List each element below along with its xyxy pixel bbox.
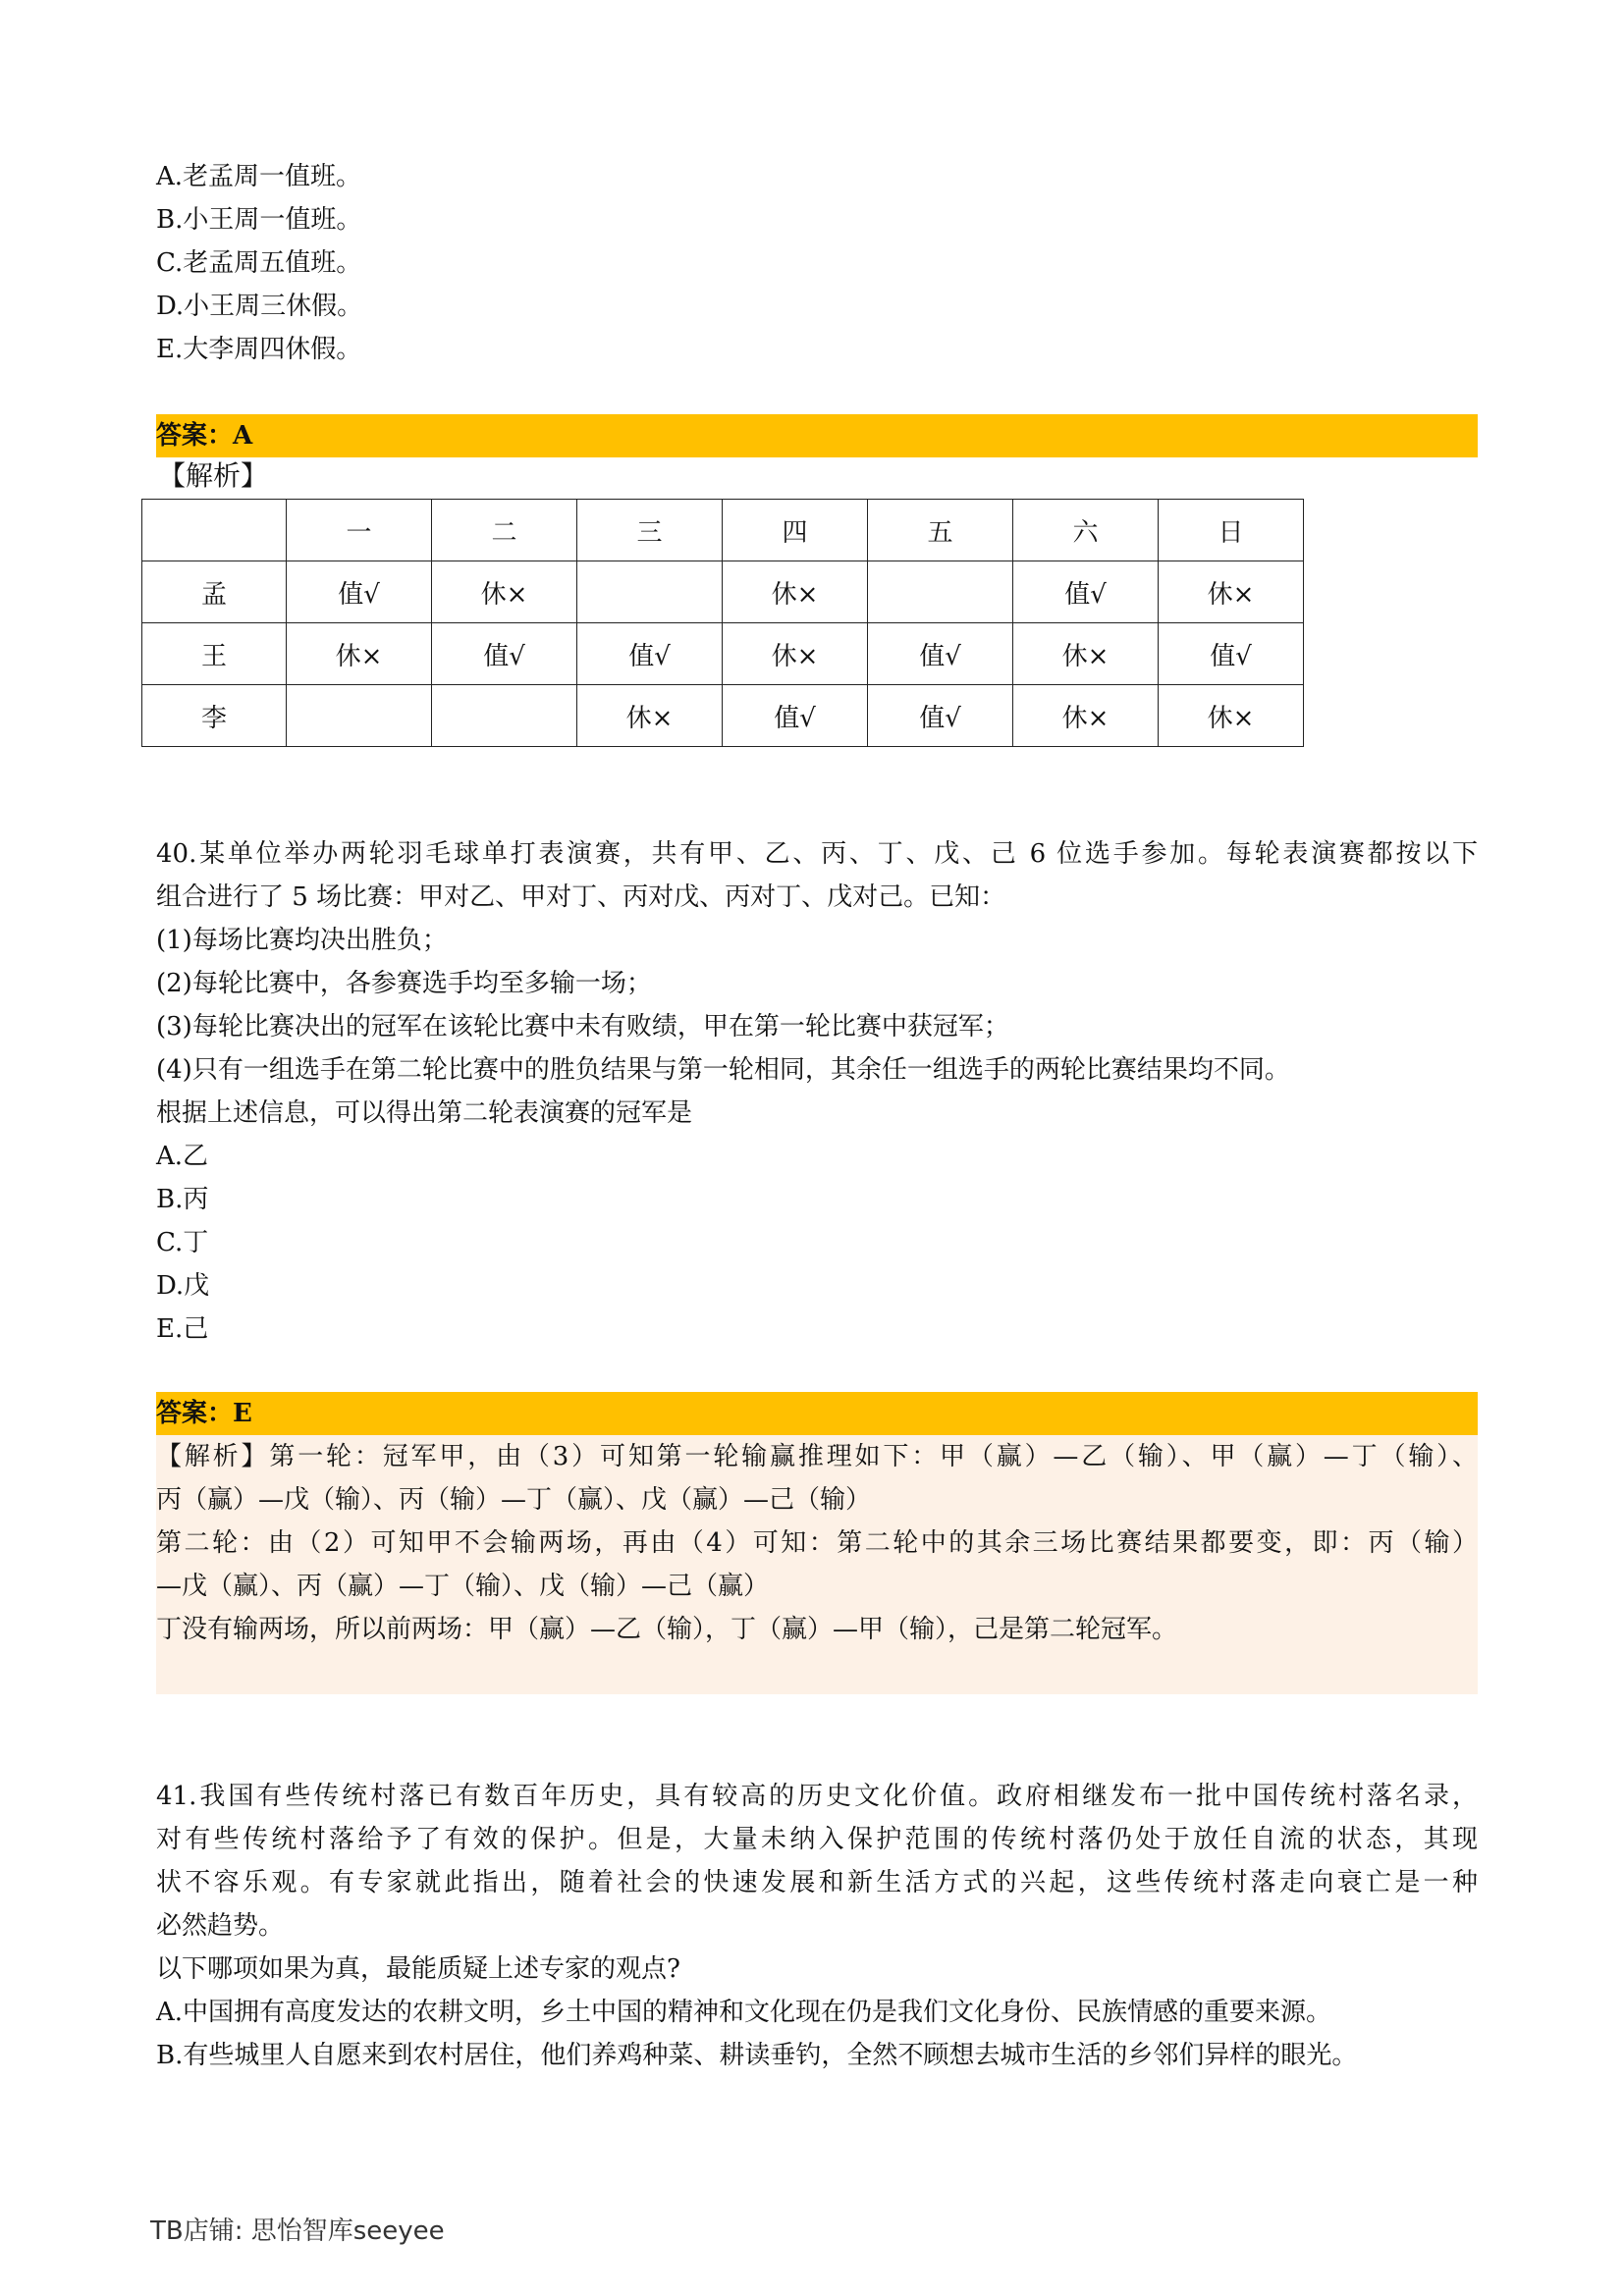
q41-option-b: B.有些城里人自愿来到农村居住，他们养鸡种菜、耕读垂钓，全然不顾想去城市生活的乡邻们异样的眼光。 (156, 2041, 1358, 2070)
table-cell: 休× (1159, 561, 1304, 623)
q41-stem-line: 状不容乐观。有专家就此指出，随着社会的快速发展和新生活方式的兴起，这些传统村落走向衰亡是一种 (156, 1868, 1478, 1897)
q40-stem-line: 组合进行了 5 场比赛：甲对乙、甲对丁、丙对戊、丙对丁、戊对己。已知： (156, 882, 1006, 912)
table-cell (287, 685, 432, 747)
schedule-table (141, 499, 1304, 747)
q39-option-a: A.老孟周一值班。 (156, 162, 362, 191)
page-footer: TB店铺: 思怡智库seeyee (150, 2216, 445, 2246)
table-cell: 值√ (1013, 561, 1159, 623)
q40-option-d: D.戊 (156, 1271, 210, 1301)
table-cell: 值√ (868, 623, 1013, 685)
q40-explanation-line: 丁没有输两场，所以前两场：甲（赢）—乙（输），丁（赢）—甲（输），己是第二轮冠军。 (156, 1615, 1178, 1644)
table-cell: 休× (287, 623, 432, 685)
q40-question: 根据上述信息，可以得出第二轮表演赛的冠军是 (156, 1098, 693, 1128)
table-cell: 休× (1013, 623, 1159, 685)
table-cell: 休× (723, 623, 868, 685)
table-cell (432, 685, 577, 747)
q41-stem-line: 41.我国有些传统村落已有数百年历史，具有较高的历史文化价值。政府相继发布一批中国传统村落名录， (156, 1782, 1478, 1811)
q39-option-b: B.小王周一值班。 (156, 205, 362, 235)
table-cell: 值√ (868, 685, 1013, 747)
table-cell: 休× (432, 561, 577, 623)
q40-explanation-line: 丙（赢）—戊（输）、丙（输）—丁（赢）、戊（赢）—己（输） (156, 1485, 872, 1515)
table-cell: 三 (577, 500, 723, 561)
q40-answer-bar: 答案：E (156, 1392, 1478, 1435)
table-cell: 休× (577, 685, 723, 747)
table-cell: 二 (432, 500, 577, 561)
table-cell: 休× (1013, 685, 1159, 747)
table-cell: 五 (868, 500, 1013, 561)
table-row (142, 561, 1304, 623)
table-cell (868, 561, 1013, 623)
table-cell: 孟 (142, 561, 287, 623)
q40-option-b: B.丙 (156, 1185, 209, 1214)
table-cell: 值√ (577, 623, 723, 685)
table-row (142, 685, 1304, 747)
table-cell: 一 (287, 500, 432, 561)
q40-explanation-line: —戊（赢）、丙（赢）—丁（输）、戊（输）—己（赢） (156, 1572, 770, 1601)
q40-stem-line: 40.某单位举办两轮羽毛球单打表演赛，共有甲、乙、丙、丁、戊、己 6 位选手参加。每轮表演赛都按以下 (156, 839, 1478, 869)
table-header-row (142, 500, 1304, 561)
q40-option-e: E.己 (156, 1314, 209, 1344)
table-cell: 值√ (287, 561, 432, 623)
q39-explanation-label: 【解析】 (158, 459, 269, 492)
q39-option-e: E.大李周四休假。 (156, 335, 362, 364)
q40-condition-2: (2)每轮比赛中，各参赛选手均至多输一场； (156, 969, 652, 998)
q40-explanation-line: 第二轮：由（2）可知甲不会输两场，再由（4）可知：第二轮中的其余三场比赛结果都要变，即：丙（输） (156, 1528, 1478, 1558)
table-cell: 日 (1159, 500, 1304, 561)
table-cell: 四 (723, 500, 868, 561)
table-cell: 李 (142, 685, 287, 747)
q41-stem-line: 必然趋势。 (156, 1911, 285, 1941)
q40-option-c: C.丁 (156, 1228, 209, 1257)
table-cell: 休× (1159, 685, 1304, 747)
q41-question: 以下哪项如果为真，最能质疑上述专家的观点? (156, 1954, 680, 1984)
table-cell (142, 500, 287, 561)
q40-option-a: A.乙 (156, 1142, 209, 1171)
q40-condition-4: (4)只有一组选手在第二轮比赛中的胜负结果与第一轮相同，其余任一组选手的两轮比赛结果均不同。 (156, 1055, 1290, 1085)
table-row (142, 623, 1304, 685)
table-cell: 六 (1013, 500, 1159, 561)
q40-explanation-line: 【解析】第一轮：冠军甲，由（3）可知第一轮输赢推理如下：甲（赢）—乙（输）、甲（赢）—丁（输）、 (156, 1442, 1478, 1471)
q39-option-c: C.老孟周五值班。 (156, 248, 362, 278)
q40-condition-3: (3)每轮比赛决出的冠军在该轮比赛中未有败绩，甲在第一轮比赛中获冠军； (156, 1012, 1009, 1041)
q39-answer-bar: 答案：A (156, 414, 1478, 457)
q40-condition-1: (1)每场比赛均决出胜负； (156, 926, 448, 955)
table-cell: 王 (142, 623, 287, 685)
table-cell: 值√ (1159, 623, 1304, 685)
table-cell: 值√ (723, 685, 868, 747)
table-cell: 休× (723, 561, 868, 623)
q39-option-d: D.小王周三休假。 (156, 292, 363, 321)
table-cell (577, 561, 723, 623)
q41-stem-line: 对有些传统村落给予了有效的保护。但是，大量未纳入保护范围的传统村落仍处于放任自流的状态，其现 (156, 1825, 1478, 1854)
table-cell: 值√ (432, 623, 577, 685)
q41-option-a: A.中国拥有高度发达的农耕文明，乡土中国的精神和文化现在仍是我们文化身份、民族情感的重要来源。 (156, 1998, 1332, 2027)
